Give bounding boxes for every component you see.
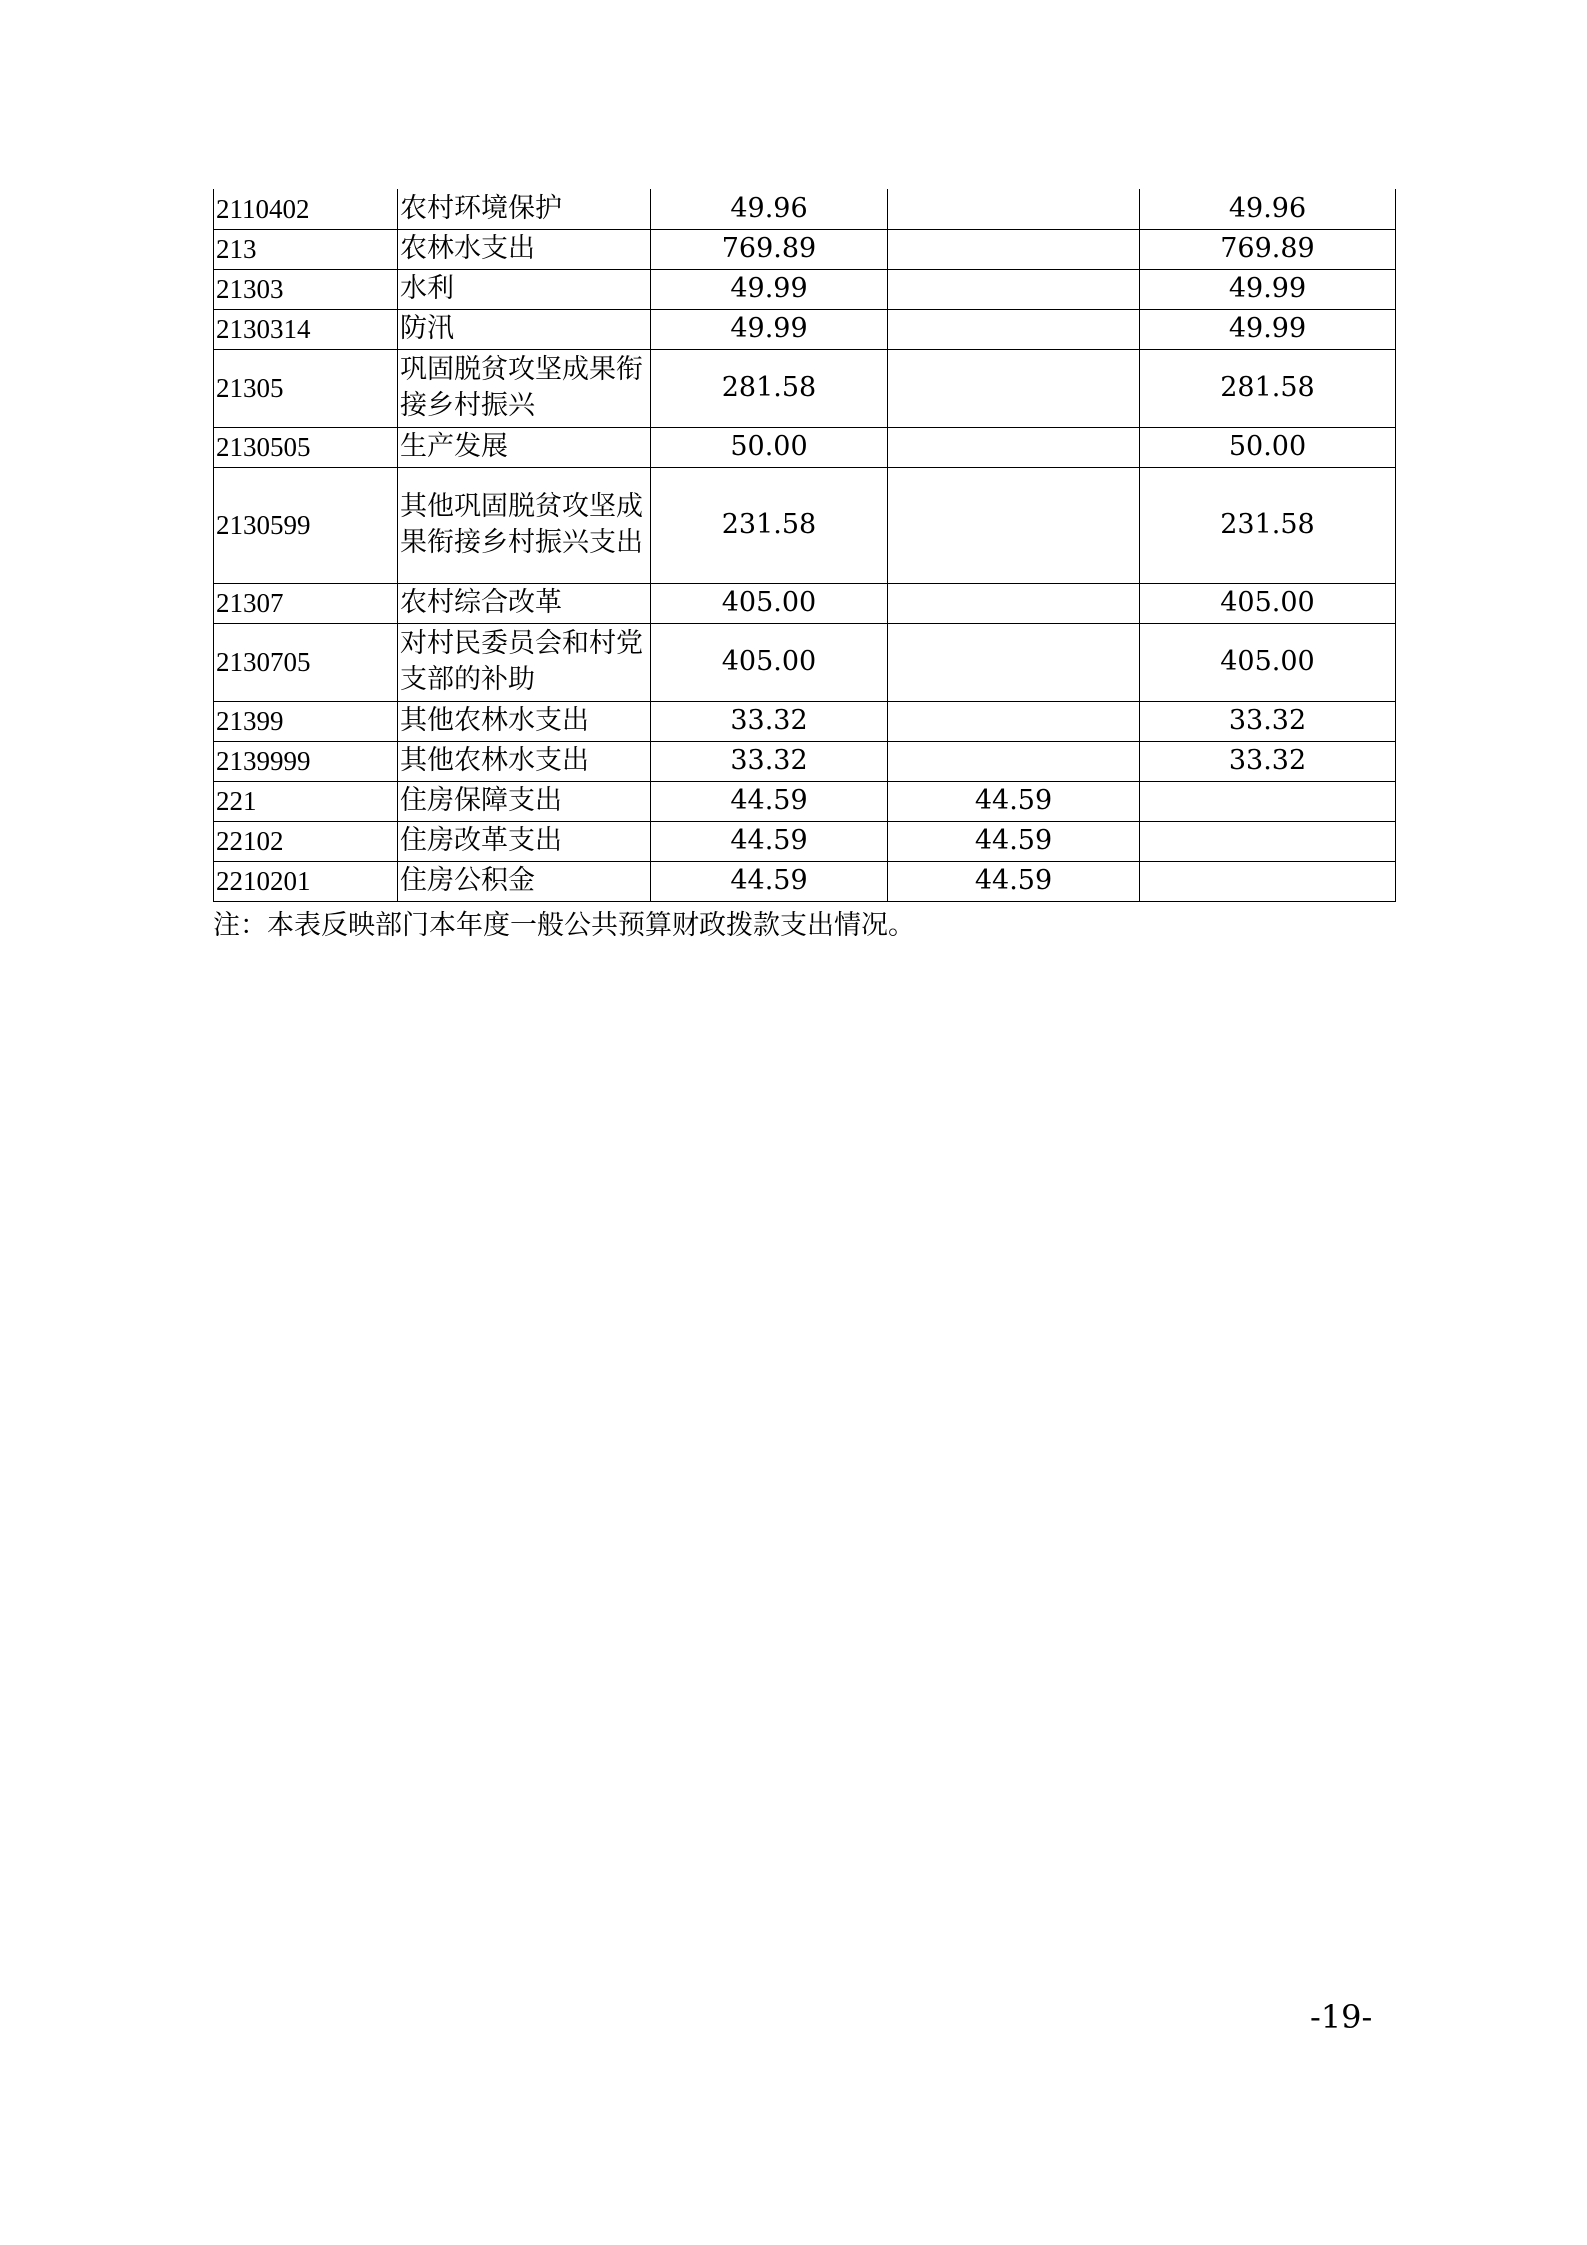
row-name: 住房公积金 [398, 861, 651, 901]
row-code: 221 [214, 781, 398, 821]
row-code: 2130599 [214, 467, 398, 583]
row-basic: 44.59 [888, 781, 1140, 821]
row-name: 水利 [398, 269, 651, 309]
row-project [1140, 821, 1396, 861]
row-name: 防汛 [398, 309, 651, 349]
row-project: 50.00 [1140, 427, 1396, 467]
row-total: 33.32 [651, 741, 888, 781]
row-total: 405.00 [651, 583, 888, 623]
row-basic [888, 349, 1140, 427]
row-total: 33.32 [651, 701, 888, 741]
table-row [214, 741, 1396, 781]
table-row [214, 189, 1396, 229]
row-project: 33.32 [1140, 741, 1396, 781]
row-code: 21305 [214, 349, 398, 427]
row-project: 405.00 [1140, 583, 1396, 623]
row-name: 对村民委员会和村党支部的补助 [398, 623, 651, 701]
row-project: 769.89 [1140, 229, 1396, 269]
table-row [214, 583, 1396, 623]
row-basic [888, 309, 1140, 349]
row-project: 405.00 [1140, 623, 1396, 701]
table-row [214, 861, 1396, 901]
table-row [214, 309, 1396, 349]
row-total: 49.96 [651, 189, 888, 229]
row-basic [888, 623, 1140, 701]
table-row [214, 623, 1396, 701]
row-code: 2130314 [214, 309, 398, 349]
table-row [214, 821, 1396, 861]
row-code: 2139999 [214, 741, 398, 781]
row-name: 巩固脱贫攻坚成果衔接乡村振兴 [398, 349, 651, 427]
row-basic [888, 583, 1140, 623]
row-basic [888, 741, 1140, 781]
row-project [1140, 861, 1396, 901]
row-total: 49.99 [651, 309, 888, 349]
row-name: 住房改革支出 [398, 821, 651, 861]
row-project: 49.99 [1140, 309, 1396, 349]
page-number: -19- [1310, 1998, 1373, 2036]
row-project: 281.58 [1140, 349, 1396, 427]
table-row [214, 701, 1396, 741]
row-code: 21307 [214, 583, 398, 623]
row-code: 2210201 [214, 861, 398, 901]
row-project [1140, 781, 1396, 821]
row-name: 农林水支出 [398, 229, 651, 269]
budget-expenditure-table [213, 189, 1396, 902]
row-total: 231.58 [651, 467, 888, 583]
row-total: 50.00 [651, 427, 888, 467]
table-note: 注：本表反映部门本年度一般公共预算财政拨款支出情况。 [213, 910, 915, 941]
row-total: 405.00 [651, 623, 888, 701]
row-total: 44.59 [651, 821, 888, 861]
row-code: 21303 [214, 269, 398, 309]
row-basic [888, 189, 1140, 229]
row-basic [888, 229, 1140, 269]
table-row [214, 269, 1396, 309]
row-basic [888, 269, 1140, 309]
table-row [214, 781, 1396, 821]
row-basic [888, 427, 1140, 467]
row-name: 其他农林水支出 [398, 741, 651, 781]
row-name: 住房保障支出 [398, 781, 651, 821]
row-project: 33.32 [1140, 701, 1396, 741]
row-basic [888, 701, 1140, 741]
row-project: 49.99 [1140, 269, 1396, 309]
table-row [214, 229, 1396, 269]
row-total: 49.99 [651, 269, 888, 309]
row-basic: 44.59 [888, 821, 1140, 861]
row-name: 农村综合改革 [398, 583, 651, 623]
row-total: 281.58 [651, 349, 888, 427]
row-name: 其他农林水支出 [398, 701, 651, 741]
table-row [214, 427, 1396, 467]
row-total: 44.59 [651, 861, 888, 901]
row-name: 生产发展 [398, 427, 651, 467]
row-code: 21399 [214, 701, 398, 741]
row-basic [888, 467, 1140, 583]
row-code: 22102 [214, 821, 398, 861]
table-row [214, 349, 1396, 427]
row-code: 2130505 [214, 427, 398, 467]
row-total: 44.59 [651, 781, 888, 821]
row-project: 49.96 [1140, 189, 1396, 229]
row-code: 213 [214, 229, 398, 269]
row-code: 2110402 [214, 189, 398, 229]
row-project: 231.58 [1140, 467, 1396, 583]
table-row [214, 467, 1396, 583]
row-total: 769.89 [651, 229, 888, 269]
row-code: 2130705 [214, 623, 398, 701]
row-basic: 44.59 [888, 861, 1140, 901]
row-name: 其他巩固脱贫攻坚成果衔接乡村振兴支出 [398, 467, 651, 583]
row-name: 农村环境保护 [398, 189, 651, 229]
